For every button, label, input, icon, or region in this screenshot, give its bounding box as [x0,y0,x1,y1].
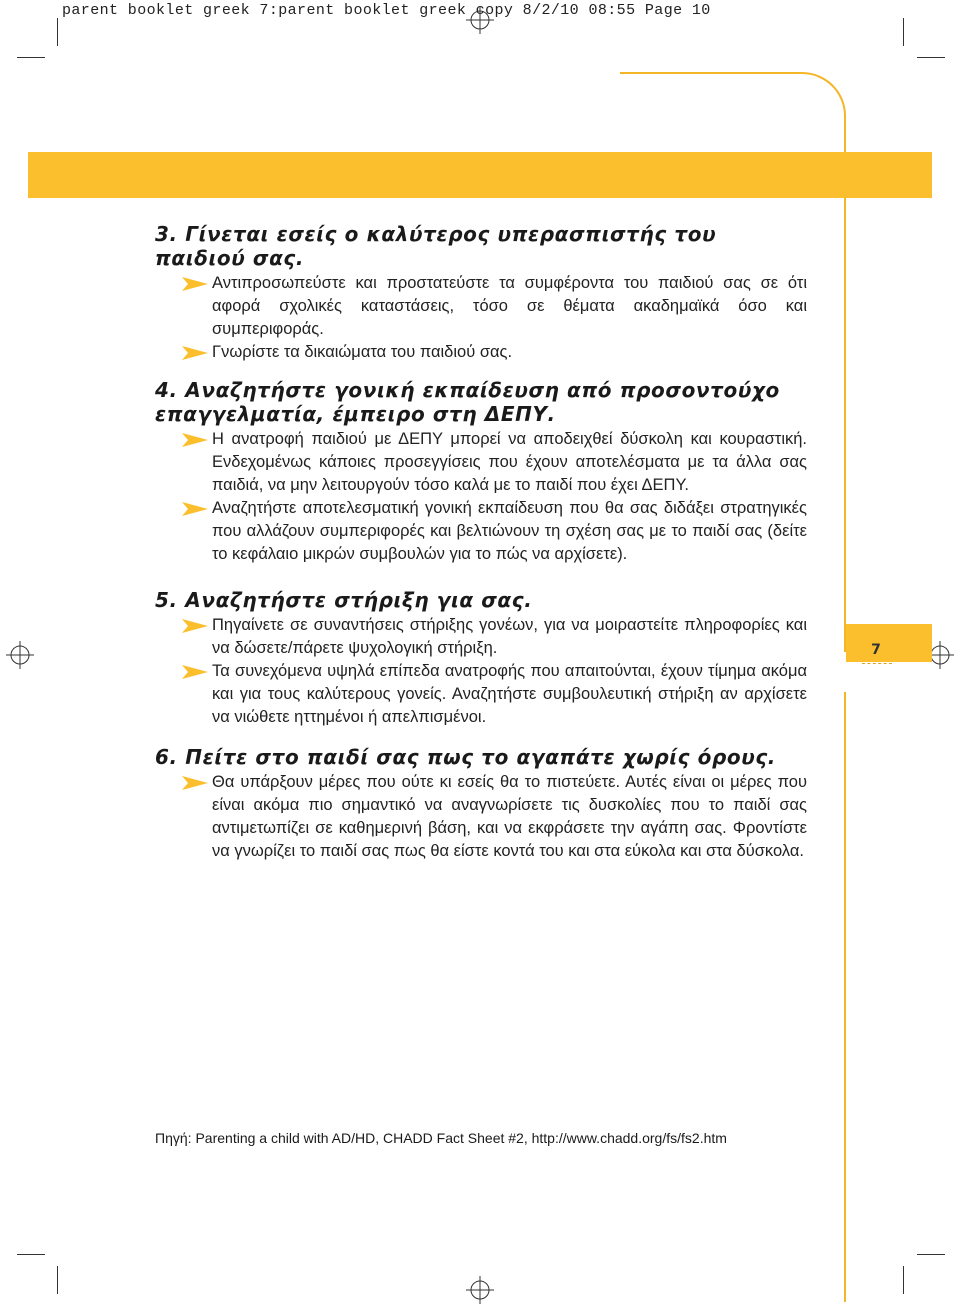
bullet-text: Αντιπροσωπεύστε και προστατεύστε τα συμφέροντα του παιδιού σας σε ότι αφορά σχολικές καταστάσεις, τόσο σε θέματα ακαδημαϊκά όσο και συμπεριφοράς. [212,274,807,338]
section-3 [155,222,807,364]
crop-mark [917,1254,945,1255]
print-slug: parent booklet greek 7:parent booklet greek copy 8/2/10 08:55 Page 10 [62,2,711,19]
crop-mark [57,1266,58,1294]
arrowhead-icon [182,619,208,633]
section-5 [155,588,807,729]
bullet-text: Γνωρίστε τα δικαιώματα του παιδιού σας. [212,343,513,361]
page-number-rule [862,663,892,664]
registration-crosshair-icon [466,1276,494,1304]
bullet-text: Η ανατροφή παιδιού με ΔΕΠΥ μπορεί να αποδειχθεί δύσκολη και κουραστική. Ενδεχομένως κάποιες προσεγγίσεις που έχουν αποτελέσματα με τα άλλα σας παιδιά, να μην λειτουργούν τόσο καλά με το παιδί που έχει ΔΕΠΥ. [212,430,807,494]
registration-crosshair-icon [466,6,494,34]
bullet-text: Θα υπάρξουν μέρες που ούτε κι εσείς θα το πιστεύετε. Αυτές είναι οι μέρες που είναι ακόμα πιο σημαντικό να αναγνωρίσετε τις δυσκολίες που το παιδί σας αντιμετωπίζει σε καθημερινή βάση, και να εκφράσετε την αγάπη σας. Φροντίστε να γνωρίζει το παιδί σας πως θα είστε κοντά του και στα εύκολα και στα δύσκολα. [212,773,807,860]
section-heading: 5. Αναζητήστε στήριξη για σας. [155,588,533,612]
bullet-item [155,272,807,341]
arrowhead-icon [182,502,208,516]
crop-mark [917,57,945,58]
bullet-item [155,341,807,364]
bullet-text: Αναζητήστε αποτελεσματική γονική εκπαίδευση που θα σας διδάξει στρατηγικές που αλλάζουν συμπεριφορές και βελτιώνουν τη σχέση σας με το παιδί σας (δείτε το κεφάλαιο μικρών συμβουλών για το πώς να αρχίσετε). [212,499,807,563]
crop-mark [903,18,904,46]
bullet-item [155,660,807,729]
arrowhead-icon [182,776,208,790]
section-heading: 6. Πείτε στο παιδί σας πως το αγαπάτε χωρίς όρους. [155,745,777,769]
decorative-frame-line [844,692,846,1302]
arrowhead-icon [182,277,208,291]
source-citation: Πηγή: Parenting a child with AD/HD, CHADD Fact Sheet #2, http://www.chadd.org/fs/fs2.htm [155,1130,727,1146]
section-heading: 4. Αναζητήστε γονική εκπαίδευση από προσοντούχο επαγγελματία, έμπειρο στη ΔΕΠΥ. [155,378,780,426]
main-content [155,222,807,863]
crop-mark [17,57,45,58]
crop-mark [903,1266,904,1294]
section-4 [155,378,807,566]
section-6 [155,745,807,863]
bullet-item [155,497,807,566]
registration-crosshair-icon [6,641,34,669]
arrowhead-icon [182,433,208,447]
section-heading: 3. Γίνεται εσείς ο καλύτερος υπερασπιστής του παιδιού σας. [155,222,717,270]
page-number: 7 [871,642,881,658]
crop-mark [17,1254,45,1255]
arrowhead-icon [182,665,208,679]
bullet-text: Τα συνεχόμενα υψηλά επίπεδα ανατροφής που απαιτούνται, έχουν τίμημα ακόμα και για τους καλύτερους γονείς. Αναζητήστε συμβουλευτική στήριξη αν αρχίσετε να νιώθετε ηττημένοι ή απελπισμένοι. [212,662,807,726]
bullet-item [155,614,807,660]
header-color-band [28,152,932,198]
arrowhead-icon [182,346,208,360]
crop-mark [57,18,58,46]
bullet-text: Πηγαίνετε σε συναντήσεις στήριξης γονέων, για να μοιραστείτε πληροφορίες και να δώσετε/πάρετε ψυχολογική στήριξη. [212,616,807,657]
bullet-item [155,771,807,863]
bullet-item [155,428,807,497]
